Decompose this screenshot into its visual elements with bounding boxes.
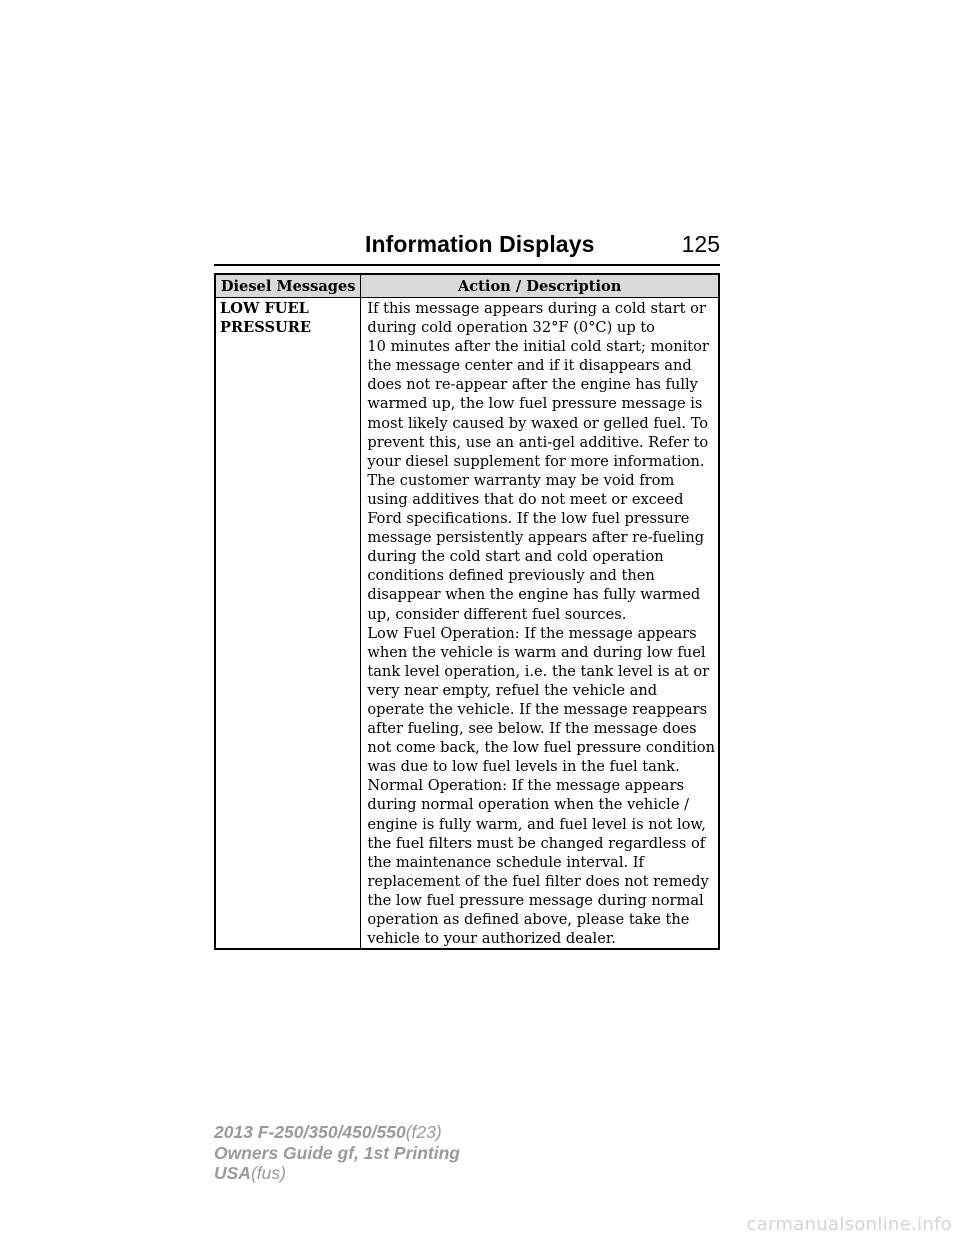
description-cell — [361, 298, 719, 950]
description-line: prevent this, use an anti-gel additive. Refer to — [367, 433, 709, 451]
footer-model: 2013 F-250/350/450/550 — [214, 1122, 406, 1142]
page-header — [214, 229, 720, 265]
print-footer — [214, 1122, 460, 1184]
diesel-messages-table — [214, 273, 720, 950]
message-name-cell — [215, 298, 361, 950]
description-line: tank level operation, i.e. the tank level is at or — [367, 662, 710, 680]
description-line: during cold operation 32°F (0°C) up to — [367, 319, 655, 337]
description-line: conditions defined previously and then — [367, 567, 655, 585]
description-line: using additives that do not meet or exceed — [367, 490, 684, 508]
description-line: The customer warranty may be void from — [367, 471, 675, 489]
section-title: Information Displays — [365, 231, 595, 257]
description-line: message persistently appears after re-fueling — [367, 529, 705, 547]
description-line: vehicle to your authorized dealer. — [367, 930, 616, 948]
description-line: operate the vehicle. If the message reappears — [367, 700, 708, 718]
description-line: does not re-appear after the engine has fully — [367, 376, 698, 394]
description-line: replacement of the fuel filter does not remedy — [367, 872, 709, 890]
description-line: most likely caused by waxed or gelled fuel. To — [367, 414, 709, 432]
column-header-messages: Diesel Messages — [215, 274, 361, 298]
table-row — [215, 298, 719, 950]
description-line: the message center and if it disappears and — [367, 357, 692, 375]
footer-market: USA — [214, 1163, 251, 1183]
footer-line-market — [214, 1163, 460, 1184]
description-line: up, consider different fuel sources. — [367, 605, 627, 623]
description-line: Ford specifications. If the low fuel pressure — [367, 510, 690, 528]
table-header-row — [215, 274, 719, 298]
description-line: If this message appears during a cold start or — [367, 300, 706, 317]
header-rule — [214, 264, 720, 266]
description-line: very near empty, refuel the vehicle and — [367, 681, 658, 699]
description-line: Low Fuel Operation: If the message appears — [367, 624, 697, 642]
description-line: disappear when the engine has fully warmed — [367, 586, 701, 604]
description-line: Normal Operation: If the message appears — [367, 777, 684, 795]
description-line: during the cold start and cold operation — [367, 548, 664, 566]
description-line: after fueling, see below. If the message does — [367, 720, 697, 738]
watermark: carmanualsonline.info — [746, 1214, 952, 1235]
description-line: 10 minutes after the initial cold start; monitor — [367, 338, 709, 356]
footer-line-model — [214, 1122, 460, 1143]
description-line: during normal operation when the vehicle / — [367, 796, 690, 814]
column-header-description: Action / Description — [361, 274, 719, 298]
description-line: the fuel filters must be changed regardless of — [367, 834, 706, 852]
footer-market-code: (fus) — [250, 1163, 286, 1183]
description-line: your diesel supplement for more information. — [367, 452, 705, 470]
description-line: not come back, the low fuel pressure condition — [367, 739, 715, 757]
message-name-line: PRESSURE — [220, 319, 311, 337]
description-line: was due to low fuel levels in the fuel tank. — [367, 758, 680, 776]
footer-model-code: (f23) — [405, 1122, 442, 1142]
description-line: engine is fully warm, and fuel level is not low, — [367, 815, 706, 833]
description-line: when the vehicle is warm and during low fuel — [367, 643, 706, 661]
description-line: the low fuel pressure message during normal — [367, 891, 704, 909]
description-line: the maintenance schedule interval. If — [367, 853, 644, 871]
page-number: 125 — [681, 231, 720, 257]
description-line: operation as defined above, please take the — [367, 911, 690, 928]
footer-line-guide: Owners Guide gf, 1st Printing — [214, 1142, 460, 1163]
message-name-line: LOW FUEL — [220, 300, 309, 317]
description-line: warmed up, the low fuel pressure message is — [367, 395, 703, 413]
